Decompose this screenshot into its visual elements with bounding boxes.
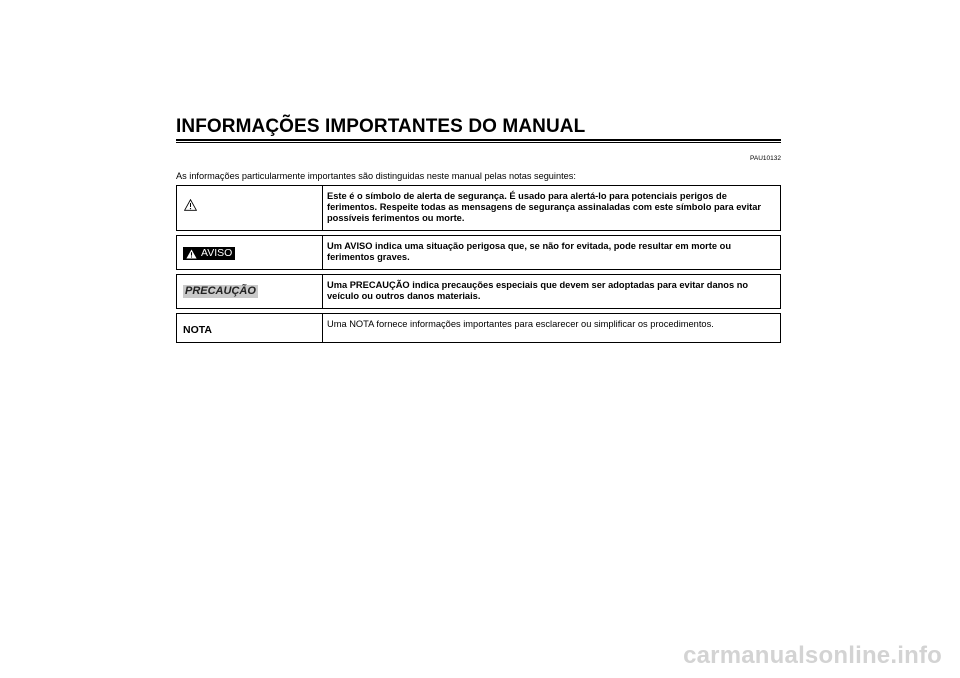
manual-page	[176, 116, 781, 347]
page-title: INFORMAÇÕES IMPORTANTES DO MANUAL	[176, 116, 586, 137]
notice-symbol-cell	[177, 314, 323, 342]
notice-text: Este é o símbolo de alerta de segurança. É usado para alertá-lo para potenciais perigos de ferimentos. Respeite todas as mensagens de segurança assinaladas com este símbolo para evitar possíveis ferimentos ou morte.	[327, 191, 762, 223]
notices-table	[176, 185, 781, 343]
notice-text: Uma NOTA fornece informações importantes para esclarecer ou simplificar os procedimentos.	[327, 319, 714, 329]
notice-precaucao	[176, 274, 781, 309]
safety-alert-icon	[184, 199, 197, 211]
watermark: carmanualsonline.info	[683, 642, 942, 669]
nota-label: NOTA	[183, 324, 212, 336]
aviso-label: AVISO	[201, 247, 233, 259]
title-rule	[176, 139, 781, 143]
notice-symbol-cell	[177, 236, 323, 269]
notice-aviso	[176, 235, 781, 270]
intro-text: As informações particularmente importantes são distinguidas neste manual pelas notas seguintes:	[176, 171, 576, 181]
notice-text: Uma PRECAUÇÃO indica precauções especiais que devem ser adoptadas para evitar danos no veículo ou outros danos materiais.	[327, 280, 749, 301]
aviso-badge	[183, 247, 235, 260]
document-code: PAU10132	[750, 155, 781, 162]
warning-triangle-icon	[186, 249, 197, 259]
notice-symbol-cell	[177, 186, 323, 230]
notice-nota	[176, 313, 781, 343]
notice-text: Um AVISO indica uma situação perigosa que, se não for evitada, pode resultar em morte ou ferimentos graves.	[327, 241, 732, 262]
notice-safety-alert	[176, 185, 781, 231]
precaucao-badge: PRECAUÇÃO	[185, 285, 256, 297]
notice-symbol-cell	[177, 275, 323, 308]
